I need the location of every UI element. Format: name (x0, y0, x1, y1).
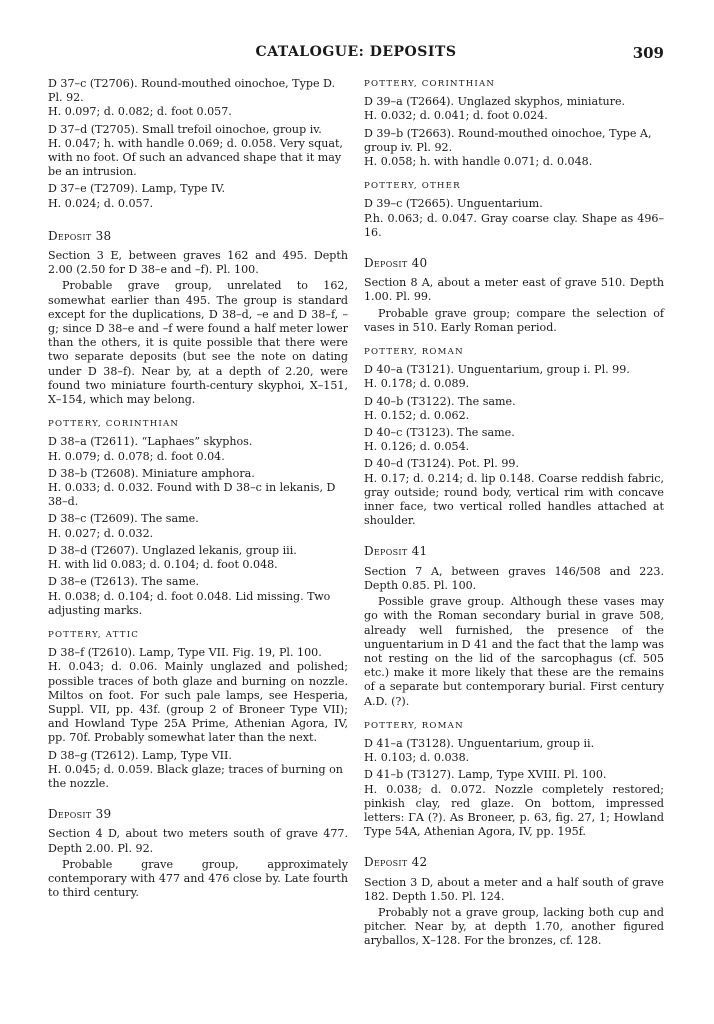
catalogue-entry (364, 737, 664, 765)
entry-title: D 38–c (T2609). The same. (48, 512, 199, 526)
deposit-heading: Deposit 41 (364, 544, 428, 559)
entry-details: H. 0.045; d. 0.059. Black glaze; traces of burning on the nozzle. (48, 762, 343, 790)
entry-title: D 37–d (T2705). Small trefoil oinochoe, group iv. (48, 122, 322, 136)
entry-title: D 38–f (T2610). Lamp, Type VII. Fig. 19, Pl. 100. (48, 646, 322, 660)
entry-title: D 40–d (T3124). Pot. Pl. 99. (364, 457, 519, 471)
pottery-subheading: POTTERY, OTHER (364, 181, 461, 192)
entry-details: H. 0.103; d. 0.038. (364, 751, 470, 765)
entry-details: H. 0.027; d. 0.032. (48, 526, 154, 540)
entry-details: H. 0.033; d. 0.032. Found with D 38–c in lekanis, D 38–d. (48, 481, 336, 509)
deposit-description: Probably not a grave group, lacking both cup and pitcher. Near by, at depth 1.70, another figured aryballos, X–128. For the bronzes, cf. 128. (364, 905, 664, 948)
page-number: 309 (632, 44, 664, 62)
deposit-heading: Deposit 40 (364, 256, 428, 271)
catalogue-entry (48, 544, 348, 572)
deposit-heading: Deposit 38 (48, 228, 112, 243)
catalogue-entry (364, 395, 664, 423)
entry-title: D 38–d (T2607). Unglazed lekanis, group iii. (48, 543, 297, 557)
entry-details: H. 0.038; d. 0.104; d. foot 0.048. Lid missing. Two adjusting marks. (48, 589, 331, 617)
entry-details: H. 0.126; d. 0.054. (364, 440, 470, 454)
entry-title: D 39–a (T2664). Unglazed skyphos, miniature. (364, 95, 626, 109)
entry-title: D 39–b (T2663). Round-mouthed oinochoe, Type A, group iv. Pl. 92. (364, 126, 652, 154)
entry-details: H. 0.097; d. 0.082; d. foot 0.057. (48, 105, 232, 119)
pottery-subheading: POTTERY, CORINTHIAN (48, 419, 180, 430)
deposit-location: Section 4 D, about two meters south of grave 477. Depth 2.00. Pl. 92. (48, 827, 348, 855)
catalogue-entry (48, 435, 348, 463)
entry-details: H. with lid 0.083; d. 0.104; d. foot 0.048. (48, 558, 278, 572)
catalogue-entry (48, 512, 348, 540)
entry-details: P.h. 0.063; d. 0.047. Gray coarse clay. Shape as 496–16. (364, 211, 664, 239)
entry-details: H. 0.178; d. 0.089. (364, 377, 470, 391)
entry-details: H. 0.058; h. with handle 0.071; d. 0.048. (364, 155, 593, 169)
entry-details: H. 0.038; d. 0.072. Nozzle completely restored; pinkish clay, red glaze. On bottom, impressed letters: ΓΑ (?). As Broneer, p. 63, fig. 27, 1; Howland Type 54A, Athenian Agora, IV, pp. 195f. (364, 782, 664, 839)
entry-details: H. 0.032; d. 0.041; d. foot 0.024. (364, 109, 548, 123)
catalogue-entry (48, 182, 348, 210)
catalogue-entry (364, 197, 664, 240)
deposit-location: Section 8 A, about a meter east of grave 510. Depth 1.00. Pl. 99. (364, 276, 664, 304)
catalogue-entry (364, 426, 664, 454)
entry-title: D 37–c (T2706). Round-mouthed oinochoe, Type D. Pl. 92. (48, 77, 336, 105)
entry-details: H. 0.024; d. 0.057. (48, 196, 154, 210)
entry-title: D 38–b (T2608). Miniature amphora. (48, 466, 255, 480)
entry-details: H. 0.17; d. 0.214; d. lip 0.148. Coarse reddish fabric, gray outside; round body, vertical rim with concave inner face, two vertical rolled handles attached at shoulder. (364, 471, 664, 528)
pottery-subheading: POTTERY, ROMAN (364, 720, 464, 731)
running-title: CATALOGUE: DEPOSITS (255, 44, 457, 60)
entry-details: H. 0.047; h. with handle 0.069; d. 0.058. Very squat, with no foot. Of such an advanced shape that it may be an intrusion. (48, 136, 343, 179)
entry-title: D 37–e (T2709). Lamp, Type IV. (48, 182, 226, 196)
entry-title: D 40–a (T3121). Unguentarium, group i. Pl. 99. (364, 363, 630, 377)
deposit-location: Section 3 D, about a meter and a half south of grave 182. Depth 1.50. Pl. 124. (364, 875, 664, 903)
pottery-subheading: POTTERY, CORINTHIAN (364, 79, 496, 89)
entry-title: D 39–c (T2665). Unguentarium. (364, 197, 543, 211)
deposit-description: Probable grave group, approximately contemporary with 477 and 476 close by. Late fourth to third century. (48, 857, 348, 900)
entry-title: D 40–b (T3122). The same. (364, 394, 516, 408)
entry-title: D 38–a (T2611). “Laphaes” skyphos. (48, 435, 253, 449)
right-column (364, 77, 664, 951)
deposit-description: Probable grave group, unrelated to 162, somewhat earlier than 495. The group is standard except for the duplications, D 38–d, –e and D 38–f, –g; since D 38–e and –f were found a half meter lower than the others, it is quite possible that there were two separate deposits (but see the note on dating under D 38–f). Near by, at a depth of 2.20, were found two miniature fourth-century skyphoi, X–151, X–154, which may belong. (48, 279, 348, 407)
catalogue-entry (48, 575, 348, 618)
entry-details: H. 0.043; d. 0.06. Mainly unglazed and polished; possible traces of both glaze and burning on nozzle. Miltos on foot. For such pale lamps, see Hesperia, Suppl. VII, pp. 43f. (group 2 of Broneer Type VII); and Howland Type 25A Prime, Athenian Agora, IV, pp. 70f. Probably somewhat later than the next. (48, 660, 348, 745)
page-header (48, 44, 664, 66)
catalogue-entry (48, 123, 348, 180)
catalogue-entry (364, 95, 664, 123)
entry-title: D 38–g (T2612). Lamp, Type VII. (48, 748, 232, 762)
entry-title: D 40–c (T3123). The same. (364, 426, 515, 440)
deposit-heading: Deposit 42 (364, 855, 428, 870)
catalogue-entry (364, 768, 664, 839)
catalogue-entry (48, 646, 348, 745)
entry-details: H. 0.079; d. 0.078; d. foot 0.04. (48, 449, 225, 463)
catalogue-entry (364, 457, 664, 528)
catalogue-entry (48, 749, 348, 792)
deposit-location: Section 3 E, between graves 162 and 495. Depth 2.00 (2.50 for D 38–e and –f). Pl. 100. (48, 249, 348, 277)
deposit-heading: Deposit 39 (48, 807, 112, 822)
deposit-location: Section 7 A, between graves 146/508 and 223. Depth 0.85. Pl. 100. (364, 564, 664, 592)
catalogue-entry (48, 467, 348, 510)
pottery-subheading: POTTERY, ROMAN (364, 347, 464, 358)
entry-details: H. 0.152; d. 0.062. (364, 408, 470, 422)
pottery-subheading: POTTERY, ATTIC (48, 629, 140, 640)
entry-title: D 41–b (T3127). Lamp, Type XVIII. Pl. 100. (364, 768, 607, 782)
deposit-description: Probable grave group; compare the selection of vases in 510. Early Roman period. (364, 306, 664, 334)
entry-title: D 41–a (T3128). Unguentarium, group ii. (364, 736, 595, 750)
deposit-description: Possible grave group. Although these vases may go with the Roman secondary burial in grave 508, already well furnished, the presence of the unguentarium in D 41 and the fact that the lamp was not resting on the lid of the sarcophagus (cf. 505 etc.) make it more likely that these are the remains of a separate but contemporary burial. First century A.D. (?). (364, 595, 664, 708)
left-column (48, 77, 348, 902)
catalogue-entry (364, 363, 664, 391)
entry-title: D 38–e (T2613). The same. (48, 575, 200, 589)
catalogue-entry (364, 127, 664, 170)
catalogue-entry (48, 77, 348, 120)
